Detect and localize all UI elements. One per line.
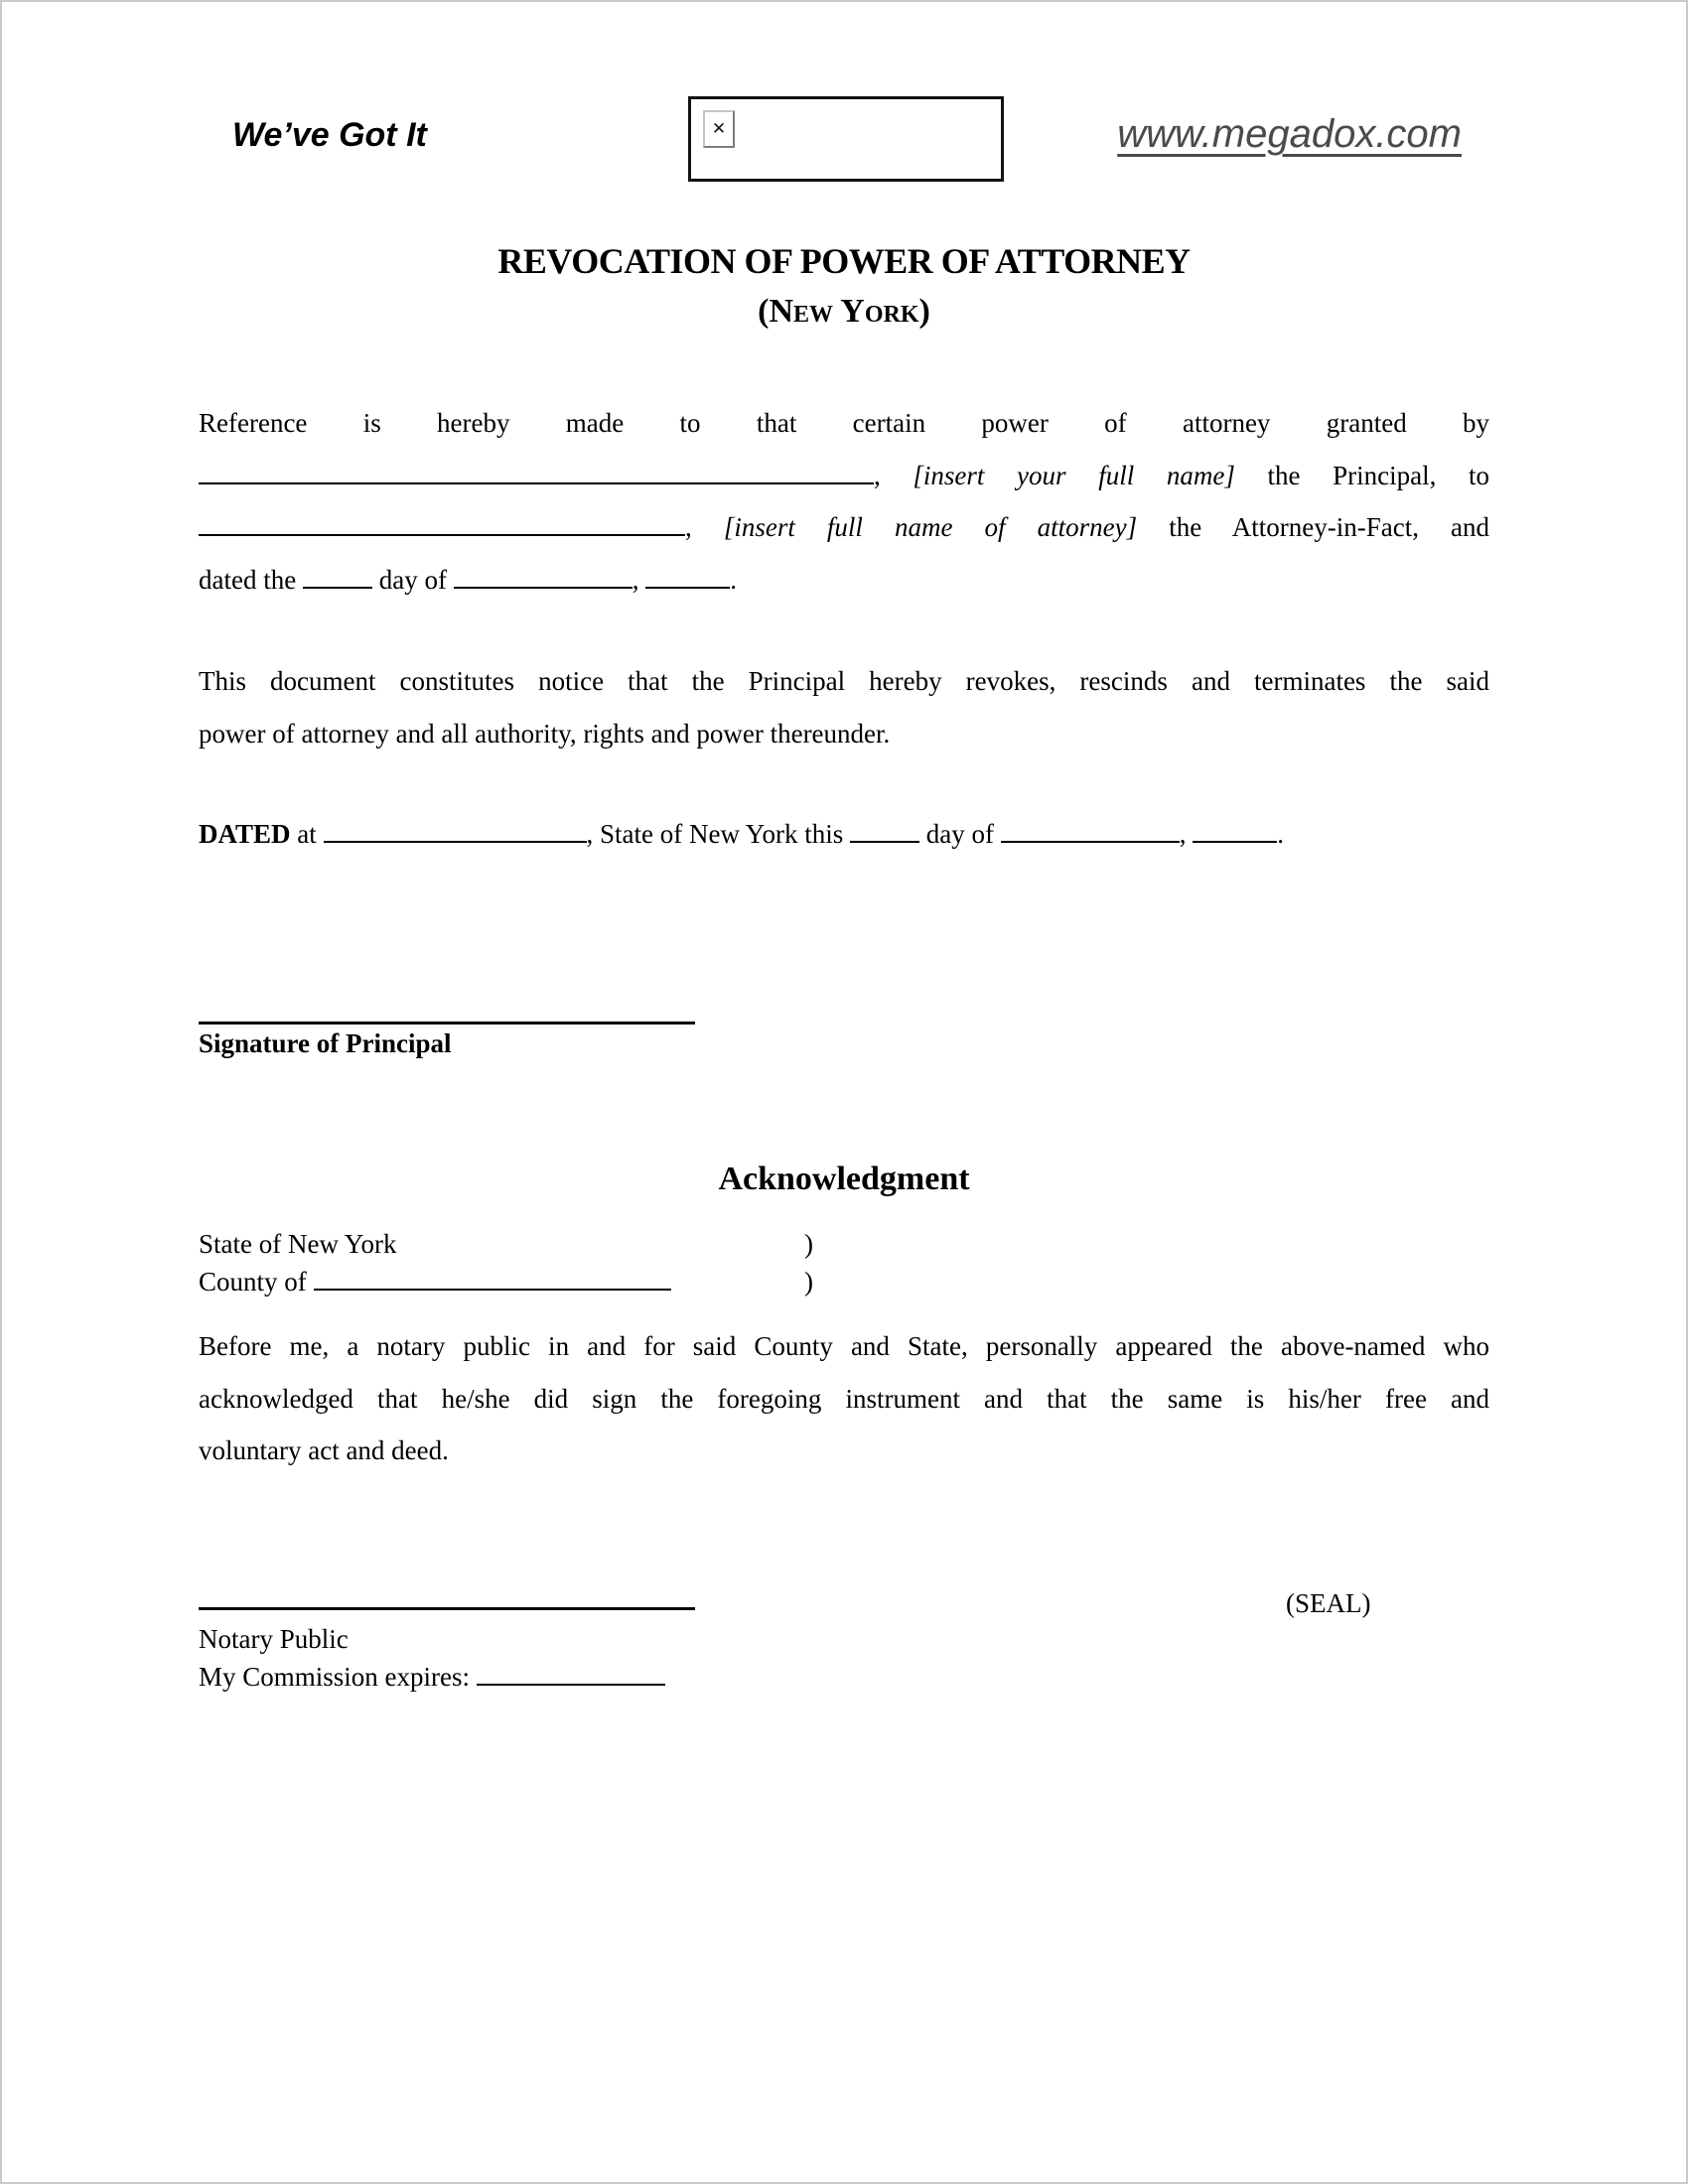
- commission-row: [199, 1658, 1092, 1696]
- acknowledgment-line-1: [199, 1320, 1489, 1373]
- dated-at-label: at: [297, 819, 317, 849]
- dated-label: DATED: [199, 819, 291, 849]
- acknowledgment-line-3-text: voluntary act and deed.: [199, 1435, 449, 1465]
- intro-line-2-text: the Principal, to: [1267, 460, 1490, 490]
- dated-month-blank: [1001, 840, 1180, 843]
- intro-line-4-text-a: dated the: [199, 564, 297, 595]
- acknowledgment-line-2-text: acknowledged that he/she did sign the foregoing instrument and that the same is his/her free and: [199, 1383, 1489, 1414]
- intro-line-1: [199, 397, 1489, 450]
- notice-line-2: [199, 708, 1489, 760]
- commission-expiry-blank: [477, 1683, 665, 1686]
- acknowledgment-line-2: [199, 1373, 1489, 1426]
- poa-month-blank: [454, 586, 633, 589]
- attorney-name-blank: [199, 533, 685, 536]
- intro-line-3-text: the Attorney-in-Fact, and: [1169, 512, 1490, 542]
- acknowledgment-line-1-text: Before me, a notary public in and for said County and State, personally appeared the above-named who: [199, 1331, 1489, 1361]
- acknowledgment-line-3: [199, 1425, 1489, 1477]
- notice-line-1: [199, 655, 1489, 708]
- state-paren: ): [804, 1229, 813, 1259]
- principal-name-blank: [199, 481, 874, 484]
- website-link[interactable]: www.megadox.com: [1117, 112, 1462, 156]
- acknowledgment-paragraph: [199, 1320, 1489, 1477]
- intro-line-4-text-b: day of: [378, 564, 447, 595]
- broken-image-placeholder: [688, 96, 1004, 182]
- document-subtitle: (New York): [758, 293, 930, 330]
- state-row: [199, 1225, 1092, 1263]
- broken-image-icon: ✕: [703, 110, 735, 148]
- county-paren: ): [804, 1267, 813, 1297]
- commission-label: My Commission expires:: [199, 1662, 471, 1692]
- county-label: County of: [199, 1267, 307, 1297]
- seal-label: (SEAL): [1286, 1588, 1371, 1618]
- document-title: REVOCATION OF POWER OF ATTORNEY: [497, 241, 1191, 281]
- notice-paragraph: [199, 655, 1489, 759]
- dated-comma: ,: [1179, 819, 1187, 849]
- dated-period: .: [1277, 819, 1285, 849]
- dated-day-of-label: day of: [925, 819, 995, 849]
- principal-name-hint: [insert your full name]: [913, 460, 1235, 490]
- principal-signature-line: [199, 1022, 695, 1024]
- dated-place-blank: [324, 840, 587, 843]
- notary-signature-line: [199, 1607, 695, 1610]
- poa-year-blank: [645, 586, 730, 589]
- dated-day-blank: [850, 840, 919, 843]
- intro-line-2-comma: ,: [874, 460, 881, 490]
- notary-block: [199, 1620, 1092, 1696]
- intro-line-4-comma: ,: [632, 564, 639, 595]
- acknowledgment-heading: Acknowledgment: [718, 1160, 970, 1197]
- dated-state-text: , State of New York this: [586, 819, 844, 849]
- intro-line-1-text: Reference is hereby made to that certain power of attorney granted by: [199, 408, 1489, 438]
- dated-year-blank: [1193, 840, 1277, 843]
- county-blank: [314, 1288, 671, 1291]
- intro-line-4-period: .: [730, 564, 737, 595]
- brand-tagline: We’ve Got It: [232, 116, 427, 154]
- venue-block: [199, 1225, 1092, 1300]
- dated-line: [199, 808, 1489, 861]
- intro-line-4: [199, 554, 1489, 607]
- intro-line-2: [199, 450, 1489, 502]
- principal-signature-label: Signature of Principal: [199, 1028, 452, 1058]
- notice-line-1-text: This document constitutes notice that the Principal hereby revokes, rescinds and terminates the said: [199, 666, 1489, 696]
- notice-line-2-text: power of attorney and all authority, rights and power thereunder.: [199, 718, 891, 749]
- intro-line-3-comma: ,: [685, 512, 692, 542]
- county-row: [199, 1263, 1092, 1300]
- intro-paragraph: [199, 397, 1489, 606]
- attorney-name-hint: [insert full name of attorney]: [723, 512, 1138, 542]
- state-label: State of New York: [199, 1229, 397, 1259]
- poa-day-blank: [303, 586, 372, 589]
- intro-line-3: [199, 501, 1489, 554]
- notary-public-label: Notary Public: [199, 1624, 349, 1654]
